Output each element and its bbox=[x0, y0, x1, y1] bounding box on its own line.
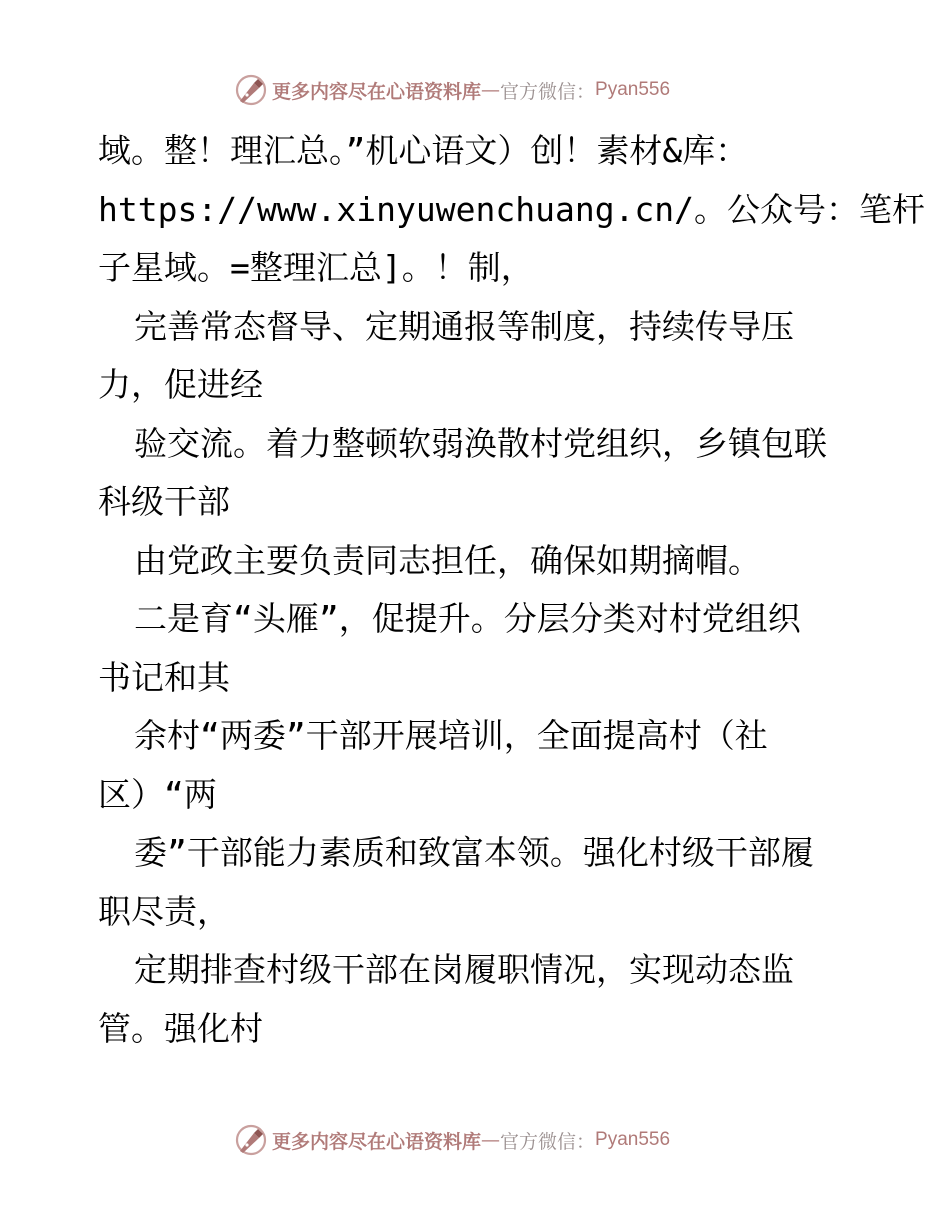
text-line: 域。整！理汇总。”机心语文）创！素材&库： bbox=[98, 131, 749, 170]
text-line: 职尽责， bbox=[98, 891, 230, 931]
text-line: 余村“两委”干部开展培训，全面提高村（社 bbox=[134, 716, 768, 755]
text-line: 管。强化村 bbox=[98, 1008, 263, 1048]
banner-wechat-label: 官方微信： bbox=[500, 1130, 596, 1153]
text-line: https://www.xinyuwenchuang.cn/。公众号：笔杆 bbox=[98, 189, 926, 229]
text-line: 子星域。=整理汇总]。！制， bbox=[98, 248, 534, 287]
banner-dash: — bbox=[481, 1129, 501, 1151]
banner-wechat-id: Pyan556 bbox=[595, 79, 671, 100]
text-line: 书记和其 bbox=[98, 657, 230, 697]
text-line: 验交流。着力整顿软弱涣散村党组织，乡镇包联 bbox=[134, 423, 827, 463]
footer-banner bbox=[234, 1120, 714, 1160]
text-line: 定期排查村级干部在岗履职情况，实现动态监 bbox=[134, 950, 794, 989]
pen-nib-logo-icon bbox=[234, 73, 268, 107]
text-line: 科级干部 bbox=[98, 482, 230, 521]
text-line: 委”干部能力素质和致富本领。强化村级干部履 bbox=[134, 833, 814, 872]
banner-slogan: 更多内容尽在心语资料库 bbox=[272, 80, 482, 103]
banner-slogan: 更多内容尽在心语资料库 bbox=[272, 1130, 482, 1153]
text-line: 二是育“头雁”，促提升。分层分类对村党组织 bbox=[134, 599, 801, 638]
body-text bbox=[98, 122, 926, 1058]
text-line: 区）“两 bbox=[98, 774, 217, 814]
banner-wechat-id: Pyan556 bbox=[595, 1129, 671, 1150]
pen-nib-logo-icon bbox=[234, 1123, 268, 1157]
text-line: 力，促进经 bbox=[98, 365, 263, 404]
banner-wechat-label: 官方微信： bbox=[500, 80, 596, 103]
header-banner bbox=[234, 70, 714, 110]
banner-dash: — bbox=[481, 79, 501, 101]
text-line: 完善常态督导、定期通报等制度，持续传导压 bbox=[134, 306, 794, 346]
text-line: 由党政主要负责同志担任，确保如期摘帽。 bbox=[134, 540, 761, 580]
